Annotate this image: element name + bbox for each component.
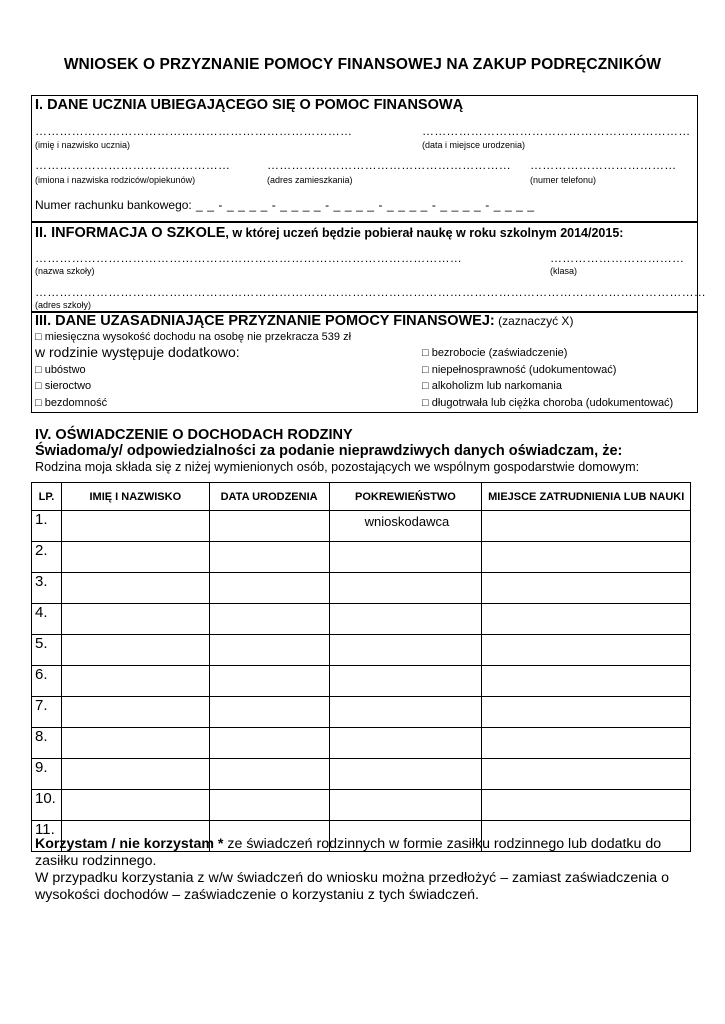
checkbox-orphanhood[interactable]: □ sieroctwo: [35, 380, 92, 392]
relation-cell[interactable]: [329, 790, 482, 821]
table-row: [32, 790, 691, 821]
checkbox-disability[interactable]: □ niepełnosprawność (udokumentować): [422, 364, 617, 376]
benefits-statement-text: ze świadczeń rodzinnych w formie zasiłku rodzinnego lub dodatku do zasiłku rodzinnego.: [35, 836, 662, 869]
birth-date-cell[interactable]: [209, 635, 329, 666]
birth-date-cell[interactable]: [209, 728, 329, 759]
table-row: [32, 666, 691, 697]
row-lp: 5.: [32, 635, 62, 666]
birth-date-cell[interactable]: [209, 604, 329, 635]
workplace-cell[interactable]: [482, 697, 691, 728]
name-cell[interactable]: [61, 697, 209, 728]
table-row: [32, 728, 691, 759]
bank-account-label: Numer rachunku bankowego:: [35, 198, 192, 212]
name-cell[interactable]: [61, 542, 209, 573]
workplace-cell[interactable]: [482, 511, 691, 542]
column-header-name: IMIĘ I NAZWISKO: [61, 483, 209, 511]
phone-label: (numer telefonu): [530, 175, 597, 185]
school-name-label: (nazwa szkoły): [35, 266, 95, 276]
table-header-row: [32, 483, 691, 511]
parents-label: (imiona i nazwiska rodziców/opiekunów): [35, 175, 196, 185]
row-lp: 6.: [32, 666, 62, 697]
parents-field[interactable]: …………………………………………: [35, 158, 231, 172]
workplace-cell[interactable]: [482, 604, 691, 635]
workplace-cell[interactable]: [482, 728, 691, 759]
section-3-header-bold: III. DANE UZASADNIAJĄCE PRZYZNANIE POMOCY FINANSOWEJ:: [35, 313, 495, 329]
row-lp: 1.: [32, 511, 62, 542]
relation-cell[interactable]: [329, 635, 482, 666]
section-4-header: IV. OŚWIADCZENIE O DOCHODACH RODZINY: [35, 427, 353, 443]
birth-field[interactable]: …………………………………………………………: [422, 124, 691, 138]
section-4-subheader: Świadoma/y/ odpowiedzialności za podanie nieprawdziwych danych oświadczam, że:: [35, 443, 623, 459]
birth-date-cell[interactable]: [209, 790, 329, 821]
row-lp: 8.: [32, 728, 62, 759]
name-cell[interactable]: [61, 759, 209, 790]
school-name-field[interactable]: ……………………………………………………………………………………………: [35, 251, 462, 265]
relation-cell[interactable]: [329, 604, 482, 635]
column-header-workplace: MIEJSCE ZATRUDNIENIA LUB NAUKI: [482, 483, 691, 511]
benefits-choice: Korzystam / nie korzystam *: [35, 836, 224, 852]
column-header-lp: LP.: [32, 483, 62, 511]
row-lp: 7.: [32, 697, 62, 728]
section-3-header-note: (zaznaczyć X): [494, 314, 574, 328]
row-lp: 3.: [32, 573, 62, 604]
birth-label: (data i miejsce urodzenia): [422, 140, 526, 150]
benefits-note: W przypadku korzystania z w/w świadczeń do wniosku można przedłożyć – zamiast zaświadczenia o wysokości dochodów – zaświadczenie o korzystaniu z tych świadczeń.: [35, 870, 669, 903]
birth-date-cell[interactable]: [209, 542, 329, 573]
family-table: [31, 482, 691, 852]
section-2-header-rest: , w której uczeń będzie pobierał naukę w roku szkolnym 2014/2015:: [225, 226, 624, 240]
checkbox-unemployment[interactable]: □ bezrobocie (zaświadczenie): [422, 347, 568, 359]
table-row: [32, 511, 691, 542]
family-label: w rodzinie występuje dodatkowo:: [35, 344, 240, 360]
section-4-intro: Rodzina moja składa się z niżej wymienionych osób, pozostających we wspólnym gospodarstwie domowym:: [35, 460, 640, 474]
class-field[interactable]: ……………………………: [550, 251, 685, 265]
table-row: [32, 542, 691, 573]
relation-cell[interactable]: [329, 666, 482, 697]
row-lp: 9.: [32, 759, 62, 790]
bank-account-field[interactable]: _ _ - _ _ _ _ - _ _ _ _ - _ _ _ _ - _ _ _ _ - _ _ _ _ - _ _ _ _: [196, 198, 535, 212]
checkbox-illness[interactable]: □ długotrwała lub ciężka choroba (udokumentować): [422, 397, 674, 409]
relation-cell[interactable]: [329, 697, 482, 728]
column-header-relation: POKREWIEŃSTWO: [329, 483, 482, 511]
birth-date-cell[interactable]: [209, 666, 329, 697]
relation-cell[interactable]: [329, 759, 482, 790]
address-field[interactable]: ……………………………………………………: [267, 158, 511, 172]
row-lp: 10.: [32, 790, 62, 821]
column-header-birth: DATA URODZENIA: [209, 483, 329, 511]
student-name-field[interactable]: ……………………………………………………………………: [35, 124, 353, 138]
relation-cell[interactable]: wnioskodawca: [329, 511, 482, 542]
name-cell[interactable]: [61, 573, 209, 604]
name-cell[interactable]: [61, 666, 209, 697]
school-address-label: (adres szkoły): [35, 300, 92, 310]
benefits-statement: [35, 836, 695, 870]
section-3-header: [35, 313, 573, 329]
checkbox-homelessness[interactable]: □ bezdomność: [35, 397, 108, 409]
birth-date-cell[interactable]: [209, 697, 329, 728]
name-cell[interactable]: [61, 604, 209, 635]
workplace-cell[interactable]: [482, 759, 691, 790]
table-row: [32, 573, 691, 604]
workplace-cell[interactable]: [482, 666, 691, 697]
table-row: [32, 697, 691, 728]
birth-date-cell[interactable]: [209, 573, 329, 604]
workplace-cell[interactable]: [482, 790, 691, 821]
section-2-header-bold: II. INFORMACJA O SZKOLE: [35, 225, 226, 241]
relation-cell[interactable]: [329, 573, 482, 604]
name-cell[interactable]: [61, 790, 209, 821]
table-row: [32, 635, 691, 666]
student-name-label: (imię i nazwisko ucznia): [35, 140, 131, 150]
name-cell[interactable]: [61, 635, 209, 666]
relation-cell[interactable]: [329, 542, 482, 573]
birth-date-cell[interactable]: [209, 759, 329, 790]
checkbox-poverty[interactable]: □ ubóstwo: [35, 364, 86, 376]
checkbox-addiction[interactable]: □ alkoholizm lub narkomania: [422, 380, 562, 392]
class-label: (klasa): [550, 266, 578, 276]
birth-date-cell[interactable]: [209, 511, 329, 542]
relation-cell[interactable]: [329, 728, 482, 759]
name-cell[interactable]: [61, 728, 209, 759]
school-address-field[interactable]: …………………………………………………………………………………………………………………………………………………: [35, 285, 706, 299]
section-2-header: [35, 225, 623, 241]
table-row: [32, 604, 691, 635]
address-label: (adres zamieszkania): [267, 175, 353, 185]
table-row: [32, 759, 691, 790]
section-1-header: I. DANE UCZNIA UBIEGAJĄCEGO SIĘ O POMOC FINANSOWĄ: [35, 97, 464, 113]
workplace-cell[interactable]: [482, 635, 691, 666]
name-cell[interactable]: [61, 511, 209, 542]
page-title: WNIOSEK O PRZYZNANIE POMOCY FINANSOWEJ NA ZAKUP PODRĘCZNIKÓW: [63, 56, 662, 73]
income-checkbox[interactable]: □ miesięczna wysokość dochodu na osobę nie przekracza 539 zł: [35, 331, 352, 343]
row-lp: 4.: [32, 604, 62, 635]
workplace-cell[interactable]: [482, 573, 691, 604]
workplace-cell[interactable]: [482, 542, 691, 573]
row-lp: 11.: [32, 821, 62, 852]
phone-field[interactable]: ………………………………: [530, 158, 677, 172]
row-lp: 2.: [32, 542, 62, 573]
